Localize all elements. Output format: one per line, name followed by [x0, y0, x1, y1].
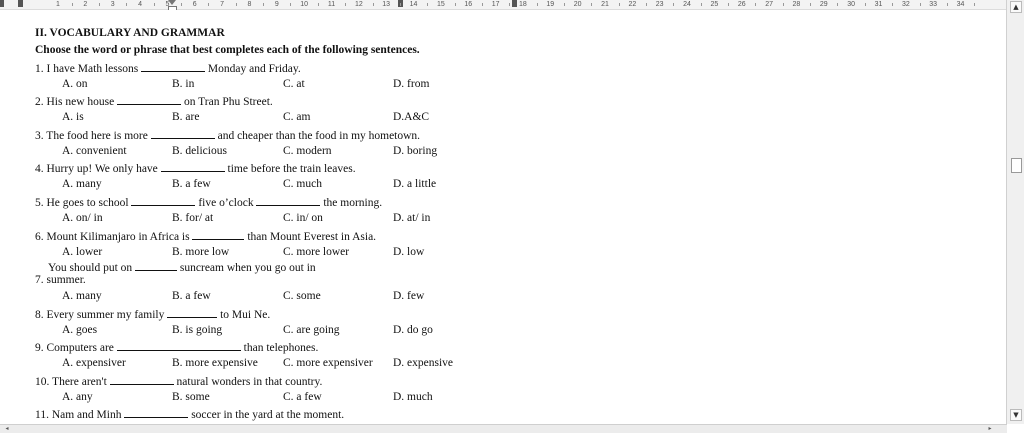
- document-page[interactable]: [0, 10, 990, 424]
- horizontal-ruler[interactable]: [0, 0, 1024, 10]
- question-7-number: 7. summer.: [35, 274, 86, 286]
- ruler-tick: [236, 3, 237, 6]
- section-heading: II. VOCABULARY AND GRAMMAR: [35, 27, 225, 39]
- answer-blank: [161, 161, 225, 172]
- answer-blank: [256, 195, 320, 206]
- ruler-number: 16: [464, 1, 473, 8]
- answer-blank: [151, 128, 215, 139]
- ruler-number: 20: [573, 1, 582, 8]
- q5-option-c: C. in/ on: [283, 212, 323, 224]
- ruler-number: 21: [601, 1, 609, 8]
- q4-option-c: C. much: [283, 178, 322, 190]
- question-11-text-b: soccer in the yard at the moment.: [191, 409, 345, 421]
- question-5-text-c: the morning.: [323, 197, 383, 209]
- scroll-left-icon[interactable]: ◂: [5, 425, 9, 432]
- ruler-tick: [646, 3, 647, 6]
- q5-option-d: D. at/ in: [393, 212, 431, 224]
- ruler-number: 17: [491, 1, 500, 8]
- ruler-tick: [72, 3, 73, 6]
- ruler-tick: [509, 3, 510, 6]
- ruler-number: 26: [737, 1, 746, 8]
- question-7-text-a: You should put on: [48, 262, 133, 274]
- ruler-number: 28: [792, 1, 801, 8]
- question-6-text-a: 6. Mount Kilimanjaro in Africa is: [35, 231, 190, 243]
- q9-option-c: C. more expensiver: [283, 357, 373, 369]
- ruler-tick: [427, 3, 428, 6]
- ruler-tick: [619, 3, 620, 6]
- ruler-number: 34: [956, 1, 965, 8]
- ruler-number: 32: [901, 1, 910, 8]
- q8-option-d: D. do go: [393, 324, 433, 336]
- ruler-number: 25: [710, 1, 719, 8]
- q5-option-a: A. on/ in: [62, 212, 103, 224]
- tab-stop-marker[interactable]: [512, 0, 517, 7]
- q6-option-a: A. lower: [62, 246, 103, 258]
- ruler-tick: [755, 3, 756, 6]
- q9-option-a: A. expensiver: [62, 357, 126, 369]
- ruler-marker: [18, 0, 23, 7]
- ruler-tick: [810, 3, 811, 6]
- answer-blank: [135, 260, 177, 271]
- q2-option-d: D.A&C: [393, 111, 430, 123]
- ruler-tick: [126, 3, 127, 6]
- ruler-tick: [482, 3, 483, 6]
- ruler-number: 13: [382, 1, 391, 8]
- ruler-number: 22: [628, 1, 637, 8]
- q8-option-a: A. goes: [62, 324, 98, 336]
- ruler-tick: [99, 3, 100, 6]
- q8-option-b: B. is going: [172, 324, 223, 336]
- ruler-number: 24: [683, 1, 691, 8]
- question-10-stem: [35, 374, 322, 389]
- ruler-tick: [892, 3, 893, 6]
- ruler-number: 4: [138, 1, 142, 8]
- q4-option-a: A. many: [62, 178, 102, 190]
- question-3-text-a: 3. The food here is more: [35, 130, 148, 142]
- ruler-tick: [373, 3, 374, 6]
- ruler-number: 11: [327, 1, 336, 8]
- question-10-text-a: 10. There aren't: [35, 376, 107, 388]
- question-1-text-a: 1. I have Math lessons: [35, 63, 139, 75]
- question-2-text-b: on Tran Phu Street.: [183, 96, 273, 108]
- q2-option-a: A. is: [62, 111, 84, 123]
- scroll-down-icon[interactable]: ▼: [1010, 409, 1022, 421]
- ruler-tick: [947, 3, 948, 6]
- q3-option-a: A. convenient: [62, 145, 127, 157]
- ruler-tick: [920, 3, 921, 6]
- ruler-number: 2: [83, 1, 88, 8]
- question-7-stem: [48, 260, 316, 275]
- question-8-text-a: 8. Every summer my family: [35, 309, 165, 321]
- vertical-scrollbar[interactable]: [1006, 0, 1024, 424]
- ruler-number: 8: [247, 1, 252, 8]
- ruler-tick: [208, 3, 209, 6]
- ruler-tick: [154, 3, 155, 6]
- question-5-stem: [35, 195, 382, 210]
- q5-option-b: B. for/ at: [172, 212, 214, 224]
- answer-blank: [110, 374, 174, 385]
- ruler-number: 12: [354, 1, 363, 8]
- question-9-text-a: 9. Computers are: [35, 342, 114, 354]
- q6-option-b: B. more low: [172, 246, 230, 258]
- ruler-tick: [728, 3, 729, 6]
- answer-blank: [117, 94, 181, 105]
- ruler-number: 9: [274, 1, 279, 8]
- question-5-text-a: 5. He goes to school: [35, 197, 129, 209]
- question-11-text-a: 11. Nam and Minh: [35, 409, 122, 421]
- ruler-tick: [591, 3, 592, 6]
- ruler-tick: [783, 3, 784, 6]
- answer-blank: [141, 61, 205, 72]
- ruler-tick: [865, 3, 866, 6]
- question-2-text-a: 2. His new house: [35, 96, 115, 108]
- ruler-tick: [537, 3, 538, 6]
- answer-blank: [117, 340, 241, 351]
- ruler-tick: [345, 3, 346, 6]
- question-3-stem: [35, 128, 420, 143]
- ruler-number: 7: [220, 1, 225, 8]
- question-10-text-b: natural wonders in that country.: [176, 376, 323, 388]
- ruler-tick: [455, 3, 456, 6]
- question-4-stem: [35, 161, 356, 176]
- ruler-number: 14: [409, 1, 418, 8]
- ruler-number: 15: [436, 1, 445, 8]
- q2-option-c: C. am: [283, 111, 311, 123]
- q6-option-d: D. low: [393, 246, 425, 258]
- question-1-stem: [35, 61, 301, 76]
- question-6-stem: [35, 229, 376, 244]
- q3-option-d: D. boring: [393, 145, 438, 157]
- q4-option-b: B. a few: [172, 178, 211, 190]
- ruler-tick: [564, 3, 565, 6]
- question-5-text-b: five o’clock: [198, 197, 254, 209]
- question-9-stem: [35, 340, 318, 355]
- question-8-stem: [35, 307, 270, 322]
- question-8-text-b: to Mui Ne.: [220, 309, 271, 321]
- ruler-tick: [974, 3, 975, 6]
- ruler-number: 23: [655, 1, 664, 8]
- left-margin-marker[interactable]: [0, 0, 4, 7]
- ruler-tick: [318, 3, 319, 6]
- ruler-number: 3: [110, 1, 115, 8]
- ruler-number: 29: [819, 1, 828, 8]
- q1-option-d: D. from: [393, 78, 430, 90]
- ruler-tick: [400, 3, 401, 6]
- answer-blank: [131, 195, 195, 206]
- instruction-text: Choose the word or phrase that best completes each of the following sentences.: [35, 44, 420, 56]
- ruler-number: 5: [165, 1, 170, 8]
- q9-option-d: D. expensive: [393, 357, 454, 369]
- q7-option-a: A. many: [62, 290, 102, 302]
- answer-blank: [124, 407, 188, 418]
- q7-option-c: C. some: [283, 290, 321, 302]
- q1-option-b: B. in: [172, 78, 195, 90]
- question-6-text-b: than Mount Everest in Asia.: [247, 231, 377, 243]
- scroll-right-icon[interactable]: ▸: [988, 425, 992, 432]
- q10-option-a: A. any: [62, 391, 93, 403]
- ruler-number: 33: [929, 1, 938, 8]
- ruler-number: 18: [519, 1, 527, 8]
- question-11-stem: [35, 407, 344, 422]
- q3-option-b: B. delicious: [172, 145, 227, 157]
- ruler-number: 6: [192, 1, 197, 8]
- q10-option-c: C. a few: [283, 391, 322, 403]
- ruler-tick: [701, 3, 702, 6]
- q1-option-a: A. on: [62, 78, 88, 90]
- answer-blank: [192, 229, 244, 240]
- q7-option-b: B. a few: [172, 290, 211, 302]
- q2-option-b: B. are: [172, 111, 200, 123]
- ruler-number: 19: [546, 1, 555, 8]
- ruler-number: 1: [56, 1, 60, 8]
- q9-option-b: B. more expensive: [172, 357, 258, 369]
- q3-option-c: C. modern: [283, 145, 332, 157]
- ruler-tick: [837, 3, 838, 6]
- ruler-number: 31: [874, 1, 883, 8]
- answer-blank: [167, 307, 217, 318]
- question-4-text-a: 4. Hurry up! We only have: [35, 163, 158, 175]
- ruler-number: 27: [765, 1, 773, 8]
- q7-option-d: D. few: [393, 290, 425, 302]
- ruler-number: 10: [300, 1, 309, 8]
- question-3-text-b: and cheaper than the food in my hometown.: [217, 130, 421, 142]
- ruler-number: 30: [847, 1, 856, 8]
- q1-option-c: C. at: [283, 78, 305, 90]
- q8-option-c: C. are going: [283, 324, 340, 336]
- q10-option-b: B. some: [172, 391, 210, 403]
- q10-option-d: D. much: [393, 391, 433, 403]
- q6-option-c: C. more lower: [283, 246, 350, 258]
- question-9-text-b: than telephones.: [243, 342, 319, 354]
- ruler-tick: [181, 3, 182, 6]
- ruler-tick: [290, 3, 291, 6]
- question-4-text-b: time before the train leaves.: [227, 163, 356, 175]
- ruler-tick: [673, 3, 674, 6]
- question-2-stem: [35, 94, 273, 109]
- q4-option-d: D. a little: [393, 178, 437, 190]
- scroll-up-icon[interactable]: ▲: [1010, 1, 1022, 13]
- question-1-text-b: Monday and Friday.: [207, 63, 301, 75]
- question-7-text-b: suncream when you go out in: [179, 262, 316, 274]
- scroll-thumb[interactable]: [1011, 158, 1022, 173]
- ruler-tick: [263, 3, 264, 6]
